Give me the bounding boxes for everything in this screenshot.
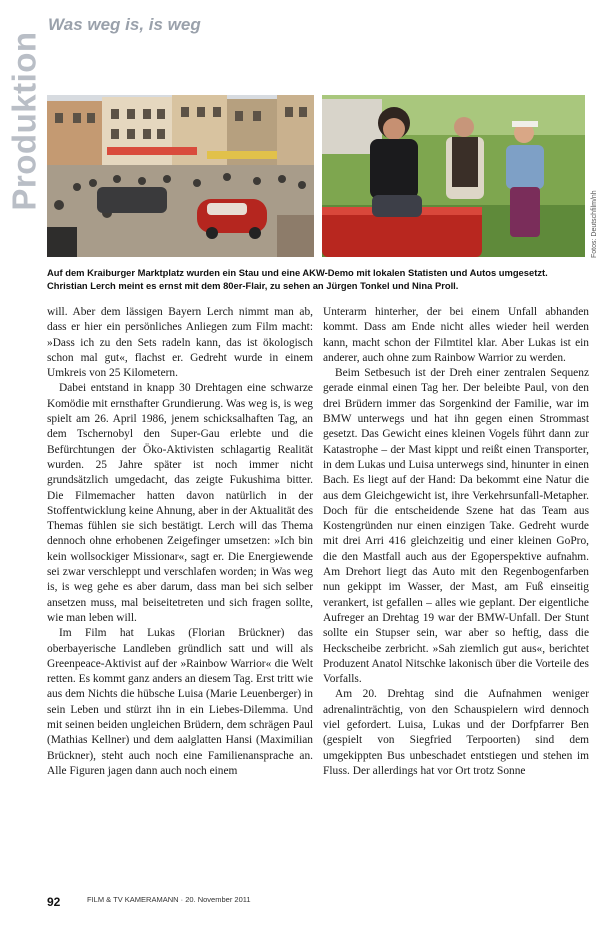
town-square-photo	[47, 95, 314, 257]
paragraph: will. Aber dem lässigen Bayern Lerch nimmt man ab, dass er hier ein persönliches Anliegen zum Film macht: »Dass ich zu den Sets radeln kann, das ist ökologisch schon mal gut«, flachst er. Gedreht wurde in einem Umkreis von 25 Kilometern.	[47, 306, 313, 380]
town-square-illustration	[47, 95, 314, 257]
paragraph: Unterarm hinterher, der bei einem Unfall abhanden kommt. Dass am Ende nicht alles wieder heil werden kann, macht schon der Filmtitel klar. Aber Lukas ist ein anderer, auch ohne zum Rainbow Warrior zu werden.	[323, 306, 589, 364]
actors-photo	[322, 95, 585, 257]
section-label-text: Produktion	[6, 30, 43, 211]
actors-illustration	[322, 95, 585, 257]
paragraph: Dabei entstand in knapp 30 Drehtagen eine schwarze Komödie mit ernsthafter Grundierung. Was weg is, is weg spielt am 26. April 1986, jenem schicksalhaften Tag, an dem Tschernobyl den Super-Gau erlebte und die Befürchtungen der Öko-Aktivisten schlagartig Realität wurden. 25 Jahre später ist noch immer nicht grundsätzlich umgedacht, das zeigte Fukushima bitter. Die Filmemacher hatten davon natürlich in der Stoffentwicklung keine Ahnung, aber in der Aktualität des Themas fühlen sie sich bestätigt. Lerch will das Thema dennoch ohne erhobenen Zeigefinger umsetzen: »Ich bin kein wollsockiger Missionar«, sagt er. Die Energiewende sei zwar verschleppt und verschlafen worden; in Was weg is, is weg gehe es aber darum, dass man bei sich selber ansetzen muss, mal beiseitetreten und sich fragen sollte, wie man leben will.	[47, 382, 313, 624]
page-footer	[47, 893, 251, 911]
paragraph: Am 20. Drehtag sind die Aufnahmen weniger adrenalinträchtig, von den Schauspielern wird dennoch viel gefordert. Luisa, Lukas und der Dorfpfarrer Ben (gespielt von Siegfried Terpoorten) sind dem umgekippten Bus unbeschadet entstiegen und stehen im Fluss. Der allerdings hat vor Ort trotz Sonne	[323, 688, 589, 777]
article-column-right	[323, 305, 589, 779]
page-number: 92	[47, 895, 61, 909]
paragraph: Beim Setbesuch ist der Dreh einer zentralen Sequenz gerade einmal einen Tag her. Der beleibte Paul, von den drei Brüdern immer das Sorgenkind der Familie, war im BMW unterwegs und hat ihn gegen einen Strommast gesetzt. Das Gewicht eines kleinen Vogels führt dann zur Katastrophe – der Mast kippt und reißt einen Transporter, in dem Lukas und Luisa unterwegs sind, hinunter in einen Bach. Es liegt auf der Hand: Da bekommt eine Natur die aus dem Gleichgewicht ist, ihre Verkehrsunfall-Metapher. Doch für die entscheidende Szene hat das Team aus Kostengründen nur einen einzigen Take. Gedreht wurde mit drei Arri 416 gleichzeitig und einer kleinen GoPro, die den Mastfall auch aus der Egoperspektive aufnahm. Am Drehort liegt das Auto mit den Regenbogenfarben nun gekippt im Wasser, der Mast, am Fuß einseitig verankert, ist gefallen – alles wie geplant. Der eigentliche Aufreger an Drehtag 19 war der BMW-Unfall. Der Stunt sollte ein Stupser sein, war aber so heftig, dass die Heckscheibe zerbricht. »Sah ziemlich gut aus«, berichtet Produzent Anatol Nitschke lakonisch über die Vorteile des Vorfalls.	[323, 367, 589, 686]
photo-caption: Auf dem Kraiburger Marktplatz wurden ein Stau und eine AKW-Demo mit lokalen Statisten und Autos umgesetzt. Christian Lerch meint es ernst mit dem 80er-Flair, zu sehen an Jürgen Tonkel und Nina Proll.	[47, 267, 548, 291]
photo-credit: Fotos: Deutschfilm/nh	[591, 190, 598, 258]
article-title: Was weg is, is weg	[48, 15, 201, 34]
article-column-left	[47, 305, 313, 779]
section-label	[6, 18, 44, 223]
publication-info: FILM & TV KAMERAMANN · 20. November 2011	[87, 895, 251, 904]
paragraph: Im Film hat Lukas (Florian Brückner) das oberbayerische Landleben gründlich satt und will als Greenpeace-Aktivist auf der »Rainbow Warrior« die Welt retten. Es kommt ganz anders an diesem Tag. Erst tritt wie aus dem Nichts die hübsche Luisa (Marie Leuenberger) in sein Leben und stürzt ihn in ein Liebes-Dilemma. Und mit seinen beiden ungleichen Brüdern, dem schrägen Paul (Mathias Kellner) und dem aalglatten Hansi (Maximilian Brückner), steht auch noch eine Familienansprache an. Alle Figuren jagen dann auch noch einem	[47, 627, 313, 777]
